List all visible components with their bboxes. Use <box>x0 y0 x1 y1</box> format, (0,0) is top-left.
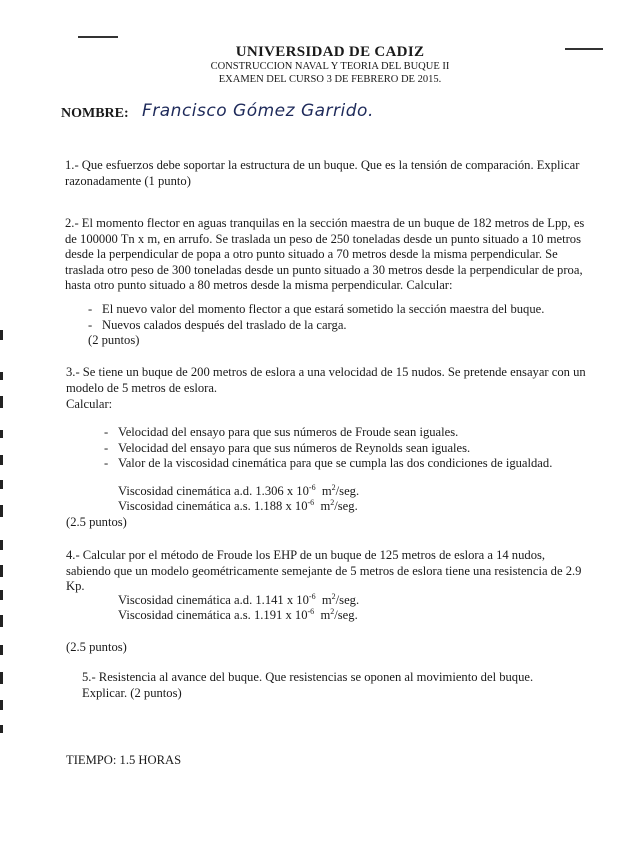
exam-time: TIEMPO: 1.5 HORAS <box>66 753 182 767</box>
exam-date: EXAMEN DEL CURSO 3 DE FEBRERO DE 2015. <box>218 74 442 85</box>
list-item: - Nuevos calados después del traslado de la carga. <box>88 318 568 334</box>
question-3-list <box>104 425 574 472</box>
student-name-handwritten: Francisco Gómez Garrido. <box>142 101 374 121</box>
question-4-points: (2.5 puntos) <box>66 640 127 654</box>
question-2-list <box>88 302 568 333</box>
question-2-points: (2 puntos) <box>88 333 140 347</box>
list-item: - El nuevo valor del momento flector a que estará sometido la sección maestra del buque. <box>88 302 568 318</box>
list-item: - Valor de la viscosidad cinemática para que se cumpla las dos condiciones de igualdad. <box>104 456 574 472</box>
question-4: 4.- Calcular por el método de Froude los EHP de un buque de 125 metros de eslora a 14 nudos, sabiendo que un modelo geométricamente semejante de 5 metros de eslora tiene una resistencia de 2.9 Kp. <box>66 548 582 593</box>
question-3-calc-label: Calcular: <box>66 397 113 411</box>
question-3-viscosity-ad: Viscosidad cinemática a.d. 1.306 x $10^{-6}$ $m^2$/seg. <box>118 482 360 498</box>
list-item: - Velocidad del ensayo para que sus números de Froude sean iguales. <box>104 425 574 441</box>
question-3-points: (2.5 puntos) <box>66 515 127 529</box>
question-3-viscosity-as: Viscosidad cinemática a.s. 1.188 x $10^{-6}$ $m^2$/seg. <box>118 497 358 513</box>
scan-dash-left <box>78 36 118 38</box>
scan-dash-right <box>565 48 603 50</box>
university-title: UNIVERSIDAD DE CADIZ <box>235 44 425 60</box>
question-1: 1.- Que esfuerzos debe soportar la estructura de un buque. Que es la tensión de comparación. Explicar razonadamente (1 punto) <box>65 158 580 188</box>
name-label: NOMBRE: <box>61 106 129 121</box>
question-4-viscosity-as: Viscosidad cinemática a.s. 1.191 x $10^{-6}$ $m^2$/seg. <box>118 606 358 622</box>
question-4-viscosity-ad: Viscosidad cinemática a.d. 1.141 x $10^{-6}$ $m^2$/seg. <box>118 591 360 607</box>
question-5: 5.- Resistencia al avance del buque. Que resistencias se oponen al movimiento del buque. Explicar. (2 puntos) <box>82 670 534 700</box>
question-2: 2.- El momento flector en aguas tranquilas en la sección maestra de un buque de 182 metros de Lpp, es de 100000 Tn x m, en arrufo. Se traslada un peso de 250 toneladas desde un punto situado a 10 metros desde la perpendicular de popa a otro punto situado a 70 metros desde la misma perpendicular. Se traslada otro peso de 300 toneladas desde un punto situado a 30 metros desde la perpendicular de proa, hasta otro punto situado a 80 metros desde la misma perpendicular. Calcular: <box>65 216 585 292</box>
course-title: CONSTRUCCION NAVAL Y TEORIA DEL BUQUE II <box>210 61 450 72</box>
list-item: - Velocidad del ensayo para que sus números de Reynolds sean iguales. <box>104 441 574 457</box>
question-3: 3.- Se tiene un buque de 200 metros de eslora a una velocidad de 15 nudos. Se pretende ensayar con un modelo de 5 metros de eslora. <box>66 365 586 395</box>
